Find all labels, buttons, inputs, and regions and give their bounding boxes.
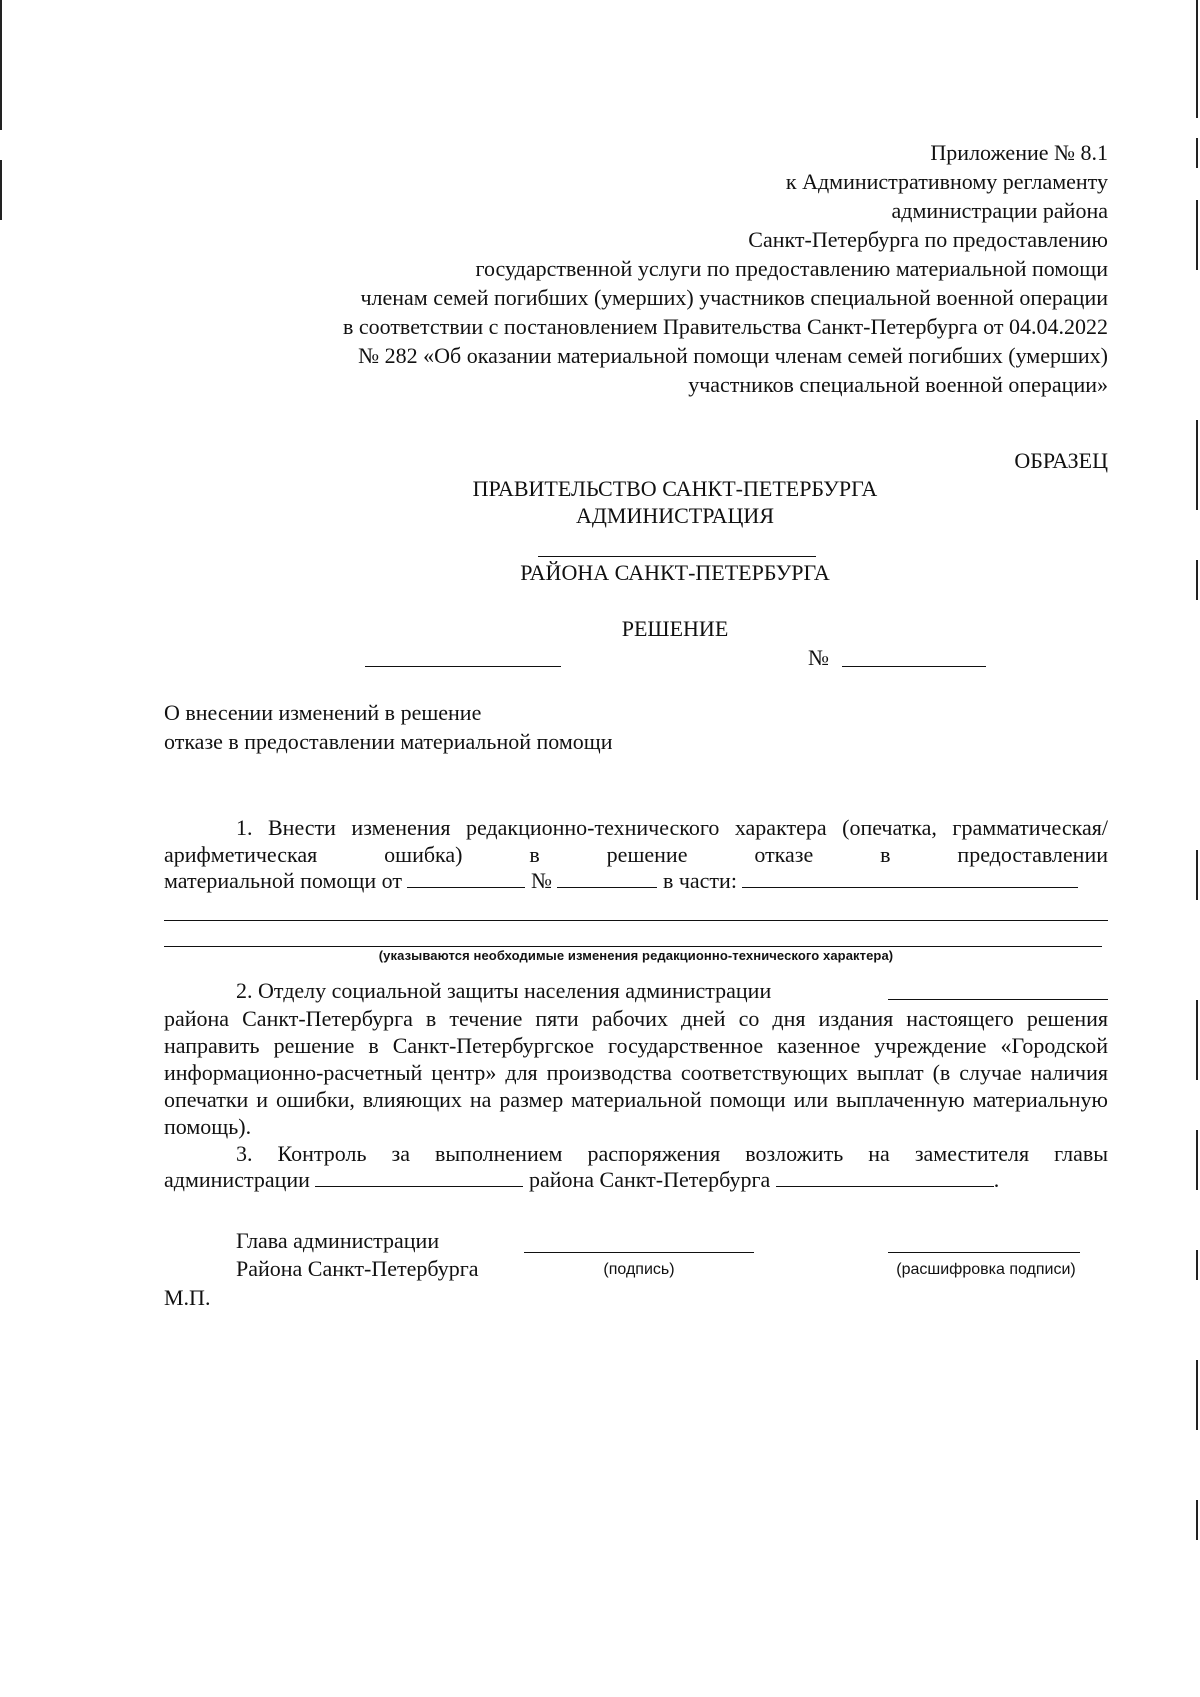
item-3-end: .: [993, 1167, 1000, 1192]
gov-title: ПРАВИТЕЛЬСТВО САНКТ-ПЕТЕРБУРГА: [472, 476, 878, 501]
item-3-part-a: администрации: [164, 1167, 310, 1192]
item-3-part-b: района Санкт-Петербурга: [528, 1167, 771, 1192]
district-title: РАЙОНА САНКТ-ПЕТЕРБУРГА: [520, 560, 830, 585]
appendix-line: в соответствии с постановлением Правительства Санкт-Петербурга от 04.04.2022: [342, 314, 1108, 339]
decision-number-sign: №: [808, 645, 829, 670]
appendix-line: Приложение № 8.1: [930, 140, 1108, 165]
item-3-second-line: [164, 1167, 999, 1193]
item-1-number-blank: [557, 869, 657, 888]
item-3-deputy-blank: [776, 1168, 994, 1187]
item-1-date-blank: [407, 869, 525, 888]
item-1-changes-line-3: [164, 946, 1102, 947]
item-3-first-line: 3. Контроль за выполнением распоряжения возложить на заместителя главы: [236, 1141, 1108, 1166]
signature-decode-blank: [888, 1252, 1080, 1253]
admin-name-blank: [538, 556, 816, 557]
appendix-line: членам семей погибших (умерших) участников специальной военной операции: [360, 285, 1108, 310]
signature-blank: [524, 1252, 754, 1253]
subject-line-1: О внесении изменений в решение: [164, 700, 482, 725]
scan-edge-right: [1196, 0, 1200, 1697]
item-2-admin-blank: [888, 999, 1108, 1000]
appendix-line: администрации района: [891, 198, 1108, 223]
signature-hint: (подпись): [603, 1261, 675, 1278]
item-1-part-c: в части:: [662, 868, 737, 893]
item-2-first-line: 2. Отделу социальной защиты населения администрации: [236, 978, 772, 1003]
signature-title-2: Района Санкт-Петербурга: [236, 1256, 479, 1281]
seal-mark: М.П.: [164, 1285, 211, 1310]
signature-title-1: Глава администрации: [236, 1228, 440, 1253]
appendix-line: к Административному регламенту: [785, 169, 1108, 194]
item-1-last-line: [164, 868, 1078, 894]
item-1-hint: (указываются необходимые изменения редакционно-технического характера): [378, 948, 894, 963]
sample-label: ОБРАЗЕЦ: [1014, 448, 1108, 473]
subject-line-2: отказе в предоставлении материальной помощи: [164, 729, 613, 754]
item-2-text: района Санкт-Петербурга в течение пяти рабочих дней со дня издания настоящего решения направить решение в Санкт-Петербургское государственное казенное учреждение «Городской информационно-расчетный центр» для производства соответствующих выплат (в случае наличия опечатки и ошибки, влияющих на размер материальной помощи или выплаченную материальную помощь).: [164, 1006, 1108, 1139]
item-1-text: 1. Внести изменения редакционно-технического характера (опечатка, грамматическая/арифметическая ошибка) в решение отказе в предоставлении: [164, 815, 1108, 867]
appendix-line: № 282 «Об оказании материальной помощи членам семей погибших (умерших): [358, 343, 1108, 368]
item-1-part-a: материальной помощи от: [164, 868, 402, 893]
decision-date-blank: [365, 666, 561, 667]
appendix-line: участников специальной военной операции»: [688, 372, 1108, 397]
item-1-changes-blank: [742, 869, 1078, 888]
signature-decode-hint: (расшифровка подписи): [896, 1261, 1076, 1278]
item-1-part-b: №: [530, 868, 552, 893]
appendix-line: государственной услуги по предоставлению материальной помощи: [475, 256, 1108, 281]
admin-title: АДМИНИСТРАЦИЯ: [576, 503, 774, 528]
item-1-changes-line-2: [164, 920, 1108, 921]
item-3-admin-blank: [315, 1168, 523, 1187]
decision-title: РЕШЕНИЕ: [621, 616, 729, 641]
scan-edge-left: [0, 0, 3, 1697]
decision-number-blank: [842, 666, 986, 667]
appendix-line: Санкт-Петербурга по предоставлению: [748, 227, 1108, 252]
appendix-reference: [343, 138, 1108, 399]
